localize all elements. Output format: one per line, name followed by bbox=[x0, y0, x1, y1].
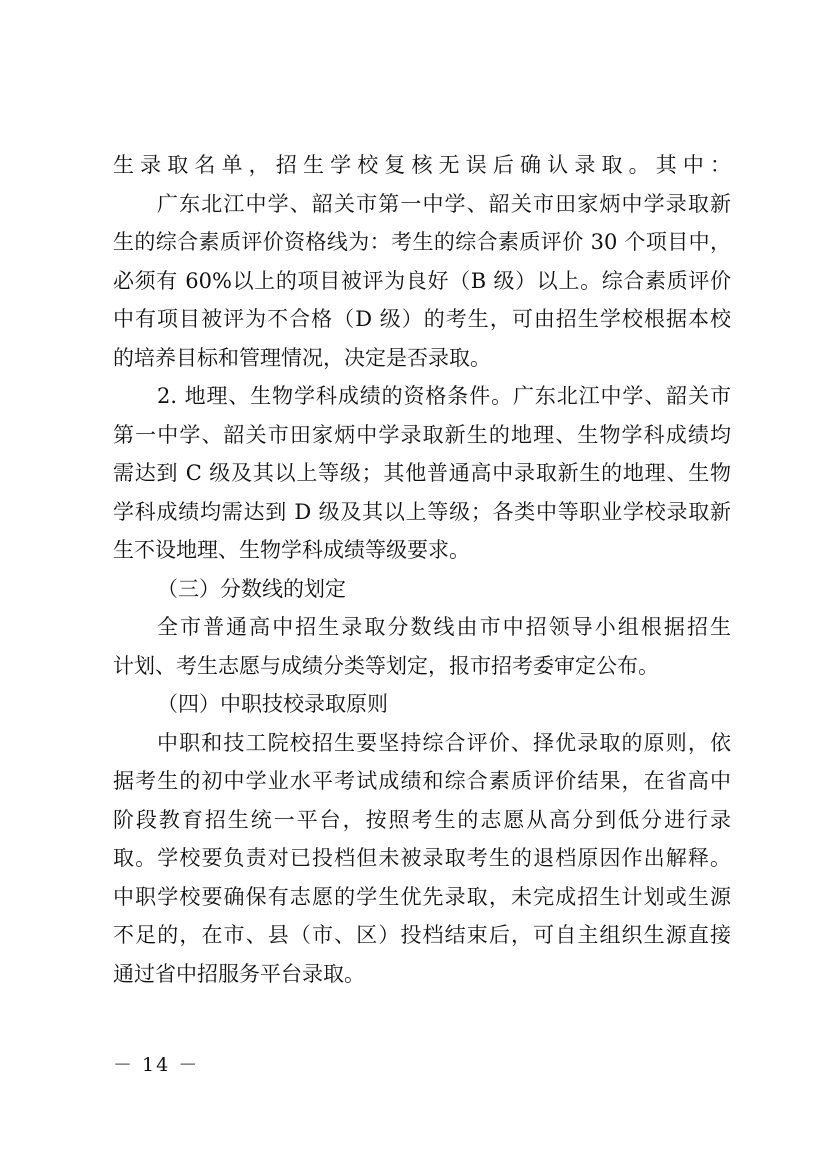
paragraph-line: 学科成绩均需达到 D 级及其以上等级；各类中等职业学校录取新 bbox=[113, 499, 731, 524]
paragraph-line: 中职和技工院校招生要坚持综合评价、择优录取的原则，依 bbox=[157, 730, 731, 755]
paragraph-line: 第一中学、韶关市田家炳中学录取新生的地理、生物学科成绩均 bbox=[113, 422, 731, 447]
paragraph-line: 生的综合素质评价资格线为：考生的综合素质评价 30 个项目中， bbox=[113, 230, 731, 254]
paragraph-line: 生录取名单，招生学校复核无误后确认录取。其中： bbox=[113, 153, 731, 177]
paragraph-line: 计划、考生志愿与成绩分类等划定，报市招考委审定公布。 bbox=[113, 653, 659, 678]
paragraph-line: 通过省中招服务平台录取。 bbox=[113, 961, 365, 986]
paragraph-line: 中有项目被评为不合格（D 级）的考生，可由招生学校根据本校 bbox=[113, 307, 731, 331]
page-number: － 14 － bbox=[113, 1054, 200, 1076]
paragraph-line: 据考生的初中学业水平考试成绩和综合素质评价结果，在省高中 bbox=[113, 769, 731, 793]
paragraph-line: 取。学校要负责对已投档但未被录取考生的退档原因作出解释。 bbox=[113, 846, 731, 870]
body-text bbox=[113, 146, 731, 993]
paragraph-line: 生不设地理、生物学科成绩等级要求。 bbox=[113, 538, 470, 562]
section-heading-4: （四）中职技校录取原则 bbox=[157, 692, 388, 716]
paragraph-line: 需达到 C 级及其以上等级；其他普通高中录取新生的地理、生物 bbox=[113, 461, 731, 485]
paragraph-line: 不足的，在市、县（市、区）投档结束后，可自主组织生源直接 bbox=[113, 923, 731, 947]
paragraph-line: 的培养目标和管理情况，决定是否录取。 bbox=[113, 345, 491, 370]
paragraph-line: 必须有 60%以上的项目被评为良好（B 级）以上。综合素质评价 bbox=[113, 268, 731, 293]
paragraph-line: 广东北江中学、韶关市第一中学、韶关市田家炳中学录取新 bbox=[157, 191, 731, 216]
paragraph-line: 全市普通高中招生录取分数线由市中招领导小组根据招生 bbox=[157, 615, 731, 639]
paragraph-line: 阶段教育招生统一平台，按照考生的志愿从高分到低分进行录 bbox=[113, 807, 731, 832]
paragraph-line: 2. 地理、生物学科成绩的资格条件。广东北江中学、韶关市 bbox=[157, 384, 731, 408]
paragraph-line: 中职学校要确保有志愿的学生优先录取，未完成招生计划或生源 bbox=[113, 884, 731, 909]
section-heading-3: （三）分数线的划定 bbox=[157, 576, 346, 601]
